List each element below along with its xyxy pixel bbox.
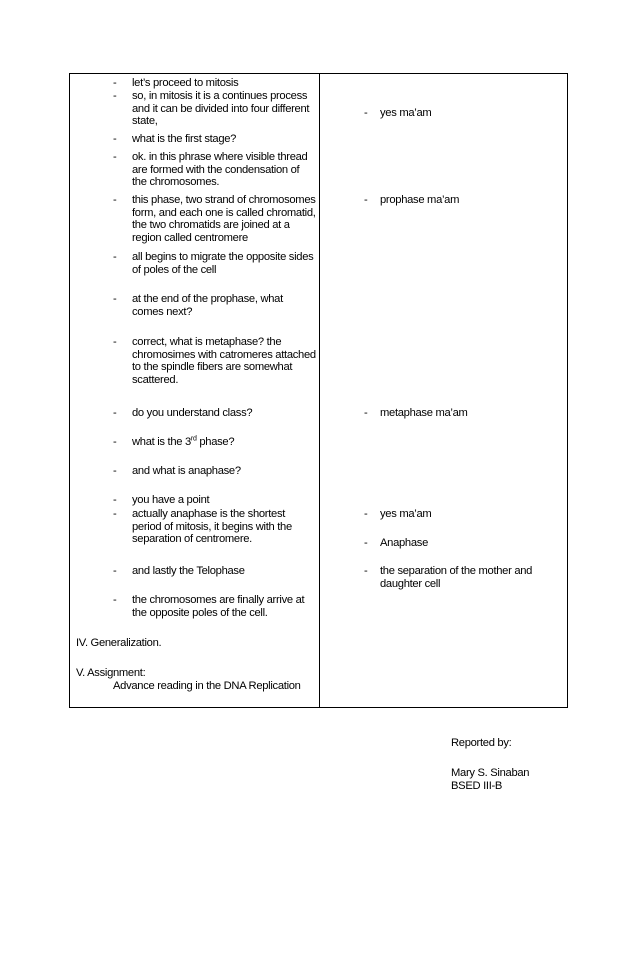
generalization-heading: IV. Generalization.: [76, 637, 162, 649]
reported-by-label: Reported by:: [451, 737, 512, 749]
bullet-dash: -: [113, 594, 117, 606]
bullet-dash: -: [364, 194, 368, 206]
bullet-dash: -: [113, 407, 117, 419]
student-response-text: the separation of the mother and daughter cell: [380, 565, 533, 590]
student-response-text: Anaphase: [380, 537, 428, 549]
bullet-dash: -: [113, 90, 117, 102]
bullet-dash: -: [364, 407, 368, 419]
teacher-line-text: all begins to migrate the opposite sides of poles of the cell: [132, 251, 314, 276]
teacher-line-text: correct, what is metaphase? the chromosimes with catromeres attached to the spindle fibers are somewhat scattered.: [132, 336, 316, 386]
bullet-dash: -: [364, 107, 368, 119]
bullet-dash: -: [113, 436, 117, 448]
teacher-line-text: ok. in this phrase where visible thread are formed with the condensation of the chromosomes.: [132, 151, 308, 189]
bullet-dash: -: [113, 133, 117, 145]
bullet-dash: -: [113, 494, 117, 506]
teacher-line-text: you have a point: [132, 494, 210, 506]
bullet-dash: -: [113, 508, 117, 520]
text-part: what is the 3: [132, 436, 191, 448]
teacher-line-text: at the end of the prophase, what comes next?: [132, 293, 283, 318]
student-response-text: yes ma’am: [380, 107, 432, 119]
bullet-dash: -: [113, 194, 117, 206]
student-response-text: metaphase ma’am: [380, 407, 468, 419]
assignment-heading: V. Assignment:: [76, 667, 146, 679]
superscript: rd: [190, 435, 197, 443]
teacher-line-text: and what is anaphase?: [132, 465, 241, 477]
teacher-line-text: [132, 436, 316, 449]
teacher-line-text: so, in mitosis it is a continues process and it can be divided into four different state,: [132, 90, 310, 128]
bullet-dash: -: [113, 251, 117, 263]
teacher-line-text: let’s proceed to mitosis: [132, 77, 239, 89]
bullet-dash: -: [364, 537, 368, 549]
teacher-line-text: this phase, two strand of chromosomes form, and each one is called chromatid, the two chromatids are joined at a region called centromere: [132, 194, 316, 244]
teacher-line-text: the chromosomes are finally arrive at the opposite poles of the cell.: [132, 594, 305, 619]
column-divider: [319, 74, 320, 707]
reporter-name: Mary S. Sinaban: [451, 767, 530, 779]
teacher-line-text: and lastly the Telophase: [132, 565, 245, 577]
teacher-line-text: do you understand class?: [132, 407, 253, 419]
assignment-text: Advance reading in the DNA Replication: [113, 680, 301, 692]
bullet-dash: -: [364, 508, 368, 520]
bullet-dash: -: [113, 565, 117, 577]
reporter-course: BSED III-B: [451, 780, 503, 792]
bullet-dash: -: [113, 77, 117, 89]
student-response-text: yes ma’am: [380, 508, 432, 520]
student-response-text: prophase ma’am: [380, 194, 460, 206]
bullet-dash: -: [113, 151, 117, 163]
teacher-line-text: actually anaphase is the shortest period of mitosis, it begins with the separation of centromere.: [132, 508, 292, 546]
bullet-dash: -: [113, 293, 117, 305]
bullet-dash: -: [364, 565, 368, 577]
lesson-table: [69, 73, 568, 708]
text-part: phase?: [196, 436, 235, 448]
bullet-dash: -: [113, 336, 117, 348]
teacher-line-text: what is the first stage?: [132, 133, 237, 145]
bullet-dash: -: [113, 465, 117, 477]
